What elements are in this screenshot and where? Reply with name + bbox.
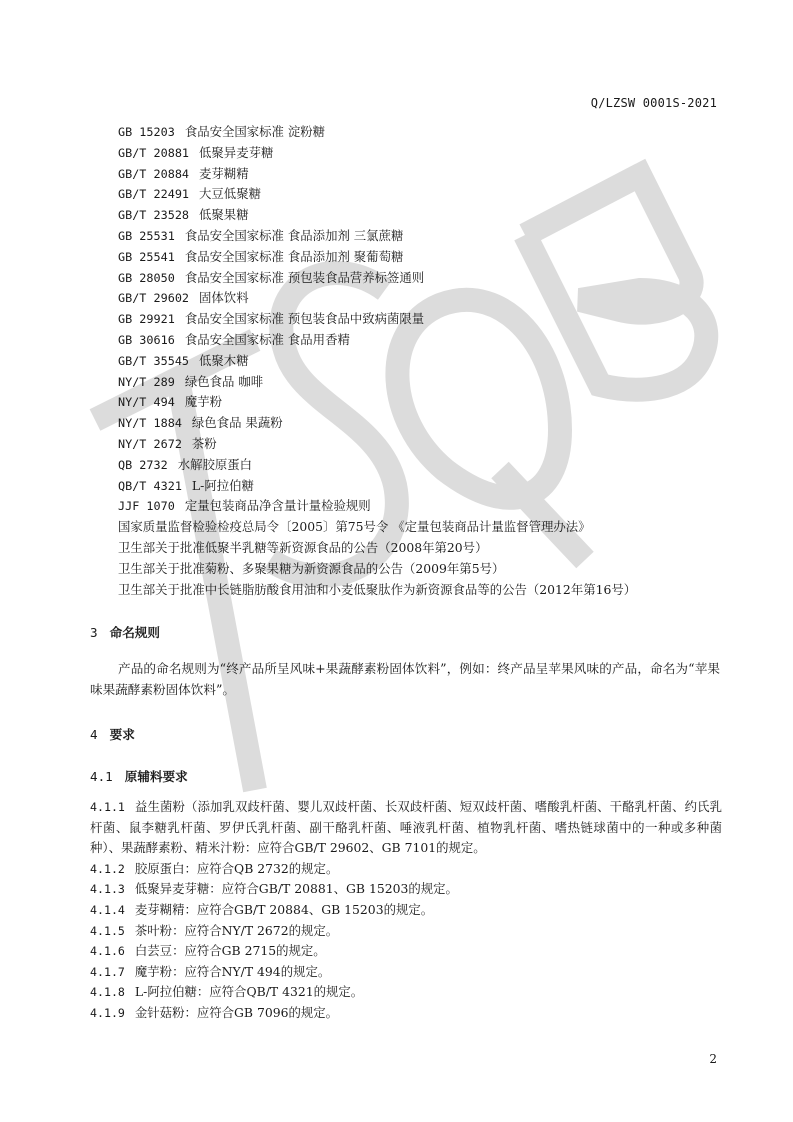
reference-item <box>118 122 636 143</box>
reference-code: GB 25541 <box>118 249 175 264</box>
reference-title: 定量包装商品净含量计量检验规则 <box>184 498 371 514</box>
reference-item <box>118 413 636 434</box>
section-title: 命名规则 <box>109 625 160 640</box>
clause-text: 低聚异麦芽糖：应符合GB/T 20881、GB 15203的规定。 <box>134 881 458 897</box>
reference-code: NY/T 1884 <box>118 416 182 431</box>
reference-item <box>118 538 636 559</box>
clause-text: 魔芋粉：应符合NY/T 494的规定。 <box>134 963 331 979</box>
clause-text: 益生菌粉（添加乳双歧杆菌、婴儿双歧杆菌、长双歧杆菌、短双歧杆菌、嗜酸乳杆菌、干酪乳杆菌、约氏乳杆菌、鼠李糖乳杆菌、罗伊氏乳杆菌、副干酪乳杆菌、唾液乳杆菌、植物乳杆菌、嗜热链球菌中的一种或多种菌种）、果蔬酵素粉、精米汁粉：应符合GB/T 29602、GB 7101的规定。 <box>90 799 722 856</box>
clause-item <box>90 962 722 983</box>
reference-code: GB 28050 <box>118 270 175 285</box>
reference-code: GB/T 22491 <box>118 187 190 202</box>
reference-title: 低聚木糖 <box>199 352 249 368</box>
reference-code: NY/T 2672 <box>118 436 182 451</box>
reference-item <box>118 434 636 455</box>
reference-title: 低聚果糖 <box>199 207 249 223</box>
reference-item <box>118 455 636 476</box>
paragraph-text: 产品的命名规则为“终产品所呈风味+果蔬酵素粉固体饮料”，例如：终产品呈苹果风味的产品，命名为“苹果味果蔬酵素粉固体饮料”。 <box>90 661 720 697</box>
reference-code: GB/T 20884 <box>118 166 190 181</box>
reference-title: 低聚异麦芽糖 <box>199 144 274 160</box>
reference-item <box>118 517 636 538</box>
reference-title: 食品安全国家标准 食品添加剂 三氯蔗糖 <box>184 227 404 243</box>
document-code: Q/LZSW 0001S-2021 <box>590 96 717 110</box>
reference-item <box>118 288 636 309</box>
reference-title: 固体饮料 <box>199 290 249 306</box>
reference-code: GB/T 29602 <box>118 291 190 306</box>
reference-code: GB 29921 <box>118 312 175 327</box>
reference-title: L-阿拉伯糖 <box>191 477 254 493</box>
reference-code: GB 15203 <box>118 125 175 139</box>
clause-item <box>90 879 722 900</box>
reference-item <box>118 372 636 393</box>
clause-number: 4.1.8 <box>90 985 125 1000</box>
reference-item <box>118 205 636 226</box>
reference-title: 麦芽糊精 <box>199 165 249 181</box>
reference-code: QB 2732 <box>118 457 168 472</box>
reference-item <box>118 392 636 413</box>
reference-title: 食品安全国家标准 预包装食品营养标签通则 <box>184 269 425 285</box>
clause-text: 胶原蛋白：应符合QB 2732的规定。 <box>134 860 339 876</box>
reference-code: NY/T 494 <box>118 395 175 410</box>
reference-title: 卫生部关于批准低聚半乳糖等新资源食品的公告（2008年第20号） <box>118 539 488 555</box>
reference-code: GB 30616 <box>118 332 175 347</box>
reference-title: 绿色食品 咖啡 <box>184 373 264 389</box>
reference-item <box>118 309 636 330</box>
clause-number: 4.1.3 <box>90 882 125 897</box>
clause-number: 4.1.4 <box>90 902 125 917</box>
section-3-heading <box>90 622 160 641</box>
reference-code: NY/T 289 <box>118 374 175 389</box>
section-title: 原辅料要求 <box>124 769 188 784</box>
reference-code: JJF 1070 <box>118 499 175 514</box>
reference-title: 绿色食品 果蔬粉 <box>191 415 283 431</box>
reference-code: GB 25531 <box>118 228 175 243</box>
reference-title: 茶粉 <box>191 435 217 451</box>
clause-number: 4.1.2 <box>90 861 125 876</box>
clause-item <box>90 797 722 859</box>
reference-title: 卫生部关于批准菊粉、多聚果糖为新资源食品的公告（2009年第5号） <box>118 560 505 576</box>
reference-title: 水解胶原蛋白 <box>177 456 253 472</box>
reference-item <box>118 226 636 247</box>
clause-number: 4.1.7 <box>90 964 125 979</box>
section-title: 要求 <box>109 727 135 742</box>
reference-item <box>118 330 636 351</box>
page-number: 2 <box>709 1052 717 1066</box>
clause-number: 4.1.6 <box>90 944 125 959</box>
section-3-paragraph <box>90 658 720 700</box>
clause-text: L-阿拉伯糖：应符合QB/T 4321的规定。 <box>134 984 364 1000</box>
clause-item <box>90 859 722 880</box>
clause-item <box>90 900 722 921</box>
reference-title: 食品安全国家标准 预包装食品中致病菌限量 <box>184 311 425 327</box>
watermark-text: TSQB <box>0 0 3 1</box>
reference-item <box>118 143 636 164</box>
reference-item <box>118 580 636 601</box>
clause-item <box>90 982 722 1003</box>
normative-references-list <box>118 122 636 600</box>
reference-item <box>118 268 636 289</box>
reference-title: 食品安全国家标准 食品用香精 <box>184 331 350 347</box>
clause-text: 金针菇粉：应符合GB 7096的规定。 <box>134 1004 339 1020</box>
reference-item <box>118 496 636 517</box>
reference-item <box>118 476 636 497</box>
clause-item <box>90 1003 722 1024</box>
reference-code: GB/T 23528 <box>118 208 190 223</box>
clause-number: 4.1.1 <box>90 800 125 814</box>
reference-item <box>118 184 636 205</box>
reference-title: 大豆低聚糖 <box>199 186 261 202</box>
clause-item <box>90 921 722 942</box>
clause-number: 4.1.9 <box>90 1005 125 1020</box>
section-number: 4.1 <box>90 769 113 784</box>
clause-number: 4.1.5 <box>90 923 125 938</box>
reference-item <box>118 247 636 268</box>
reference-item <box>118 559 636 580</box>
clause-text: 茶叶粉：应符合NY/T 2672的规定。 <box>134 922 339 938</box>
reference-code: QB/T 4321 <box>118 478 182 493</box>
clause-text: 麦芽糊精：应符合GB/T 20884、GB 15203的规定。 <box>134 901 434 917</box>
raw-material-clauses <box>90 797 722 1024</box>
reference-title: 国家质量监督检验检疫总局令〔2005〕第75号令 《定量包装商品计量监督管理办法》 <box>118 519 591 535</box>
section-4-heading <box>90 724 135 743</box>
section-number: 4 <box>90 727 98 742</box>
section-4-1-heading <box>90 766 188 785</box>
reference-title: 魔芋粉 <box>184 394 222 410</box>
section-number: 3 <box>90 625 98 640</box>
reference-code: GB/T 35545 <box>118 353 190 368</box>
reference-item <box>118 164 636 185</box>
reference-title: 卫生部关于批准中长链脂肪酸食用油和小麦低聚肽作为新资源食品等的公告（2012年第16号） <box>118 581 637 597</box>
clause-text: 白芸豆：应符合GB 2715的规定。 <box>134 943 326 959</box>
reference-title: 食品安全国家标准 淀粉糖 <box>184 124 326 139</box>
clause-item <box>90 941 722 962</box>
reference-title: 食品安全国家标准 食品添加剂 聚葡萄糖 <box>184 248 404 264</box>
reference-code: GB/T 20881 <box>118 145 190 160</box>
reference-item <box>118 351 636 372</box>
